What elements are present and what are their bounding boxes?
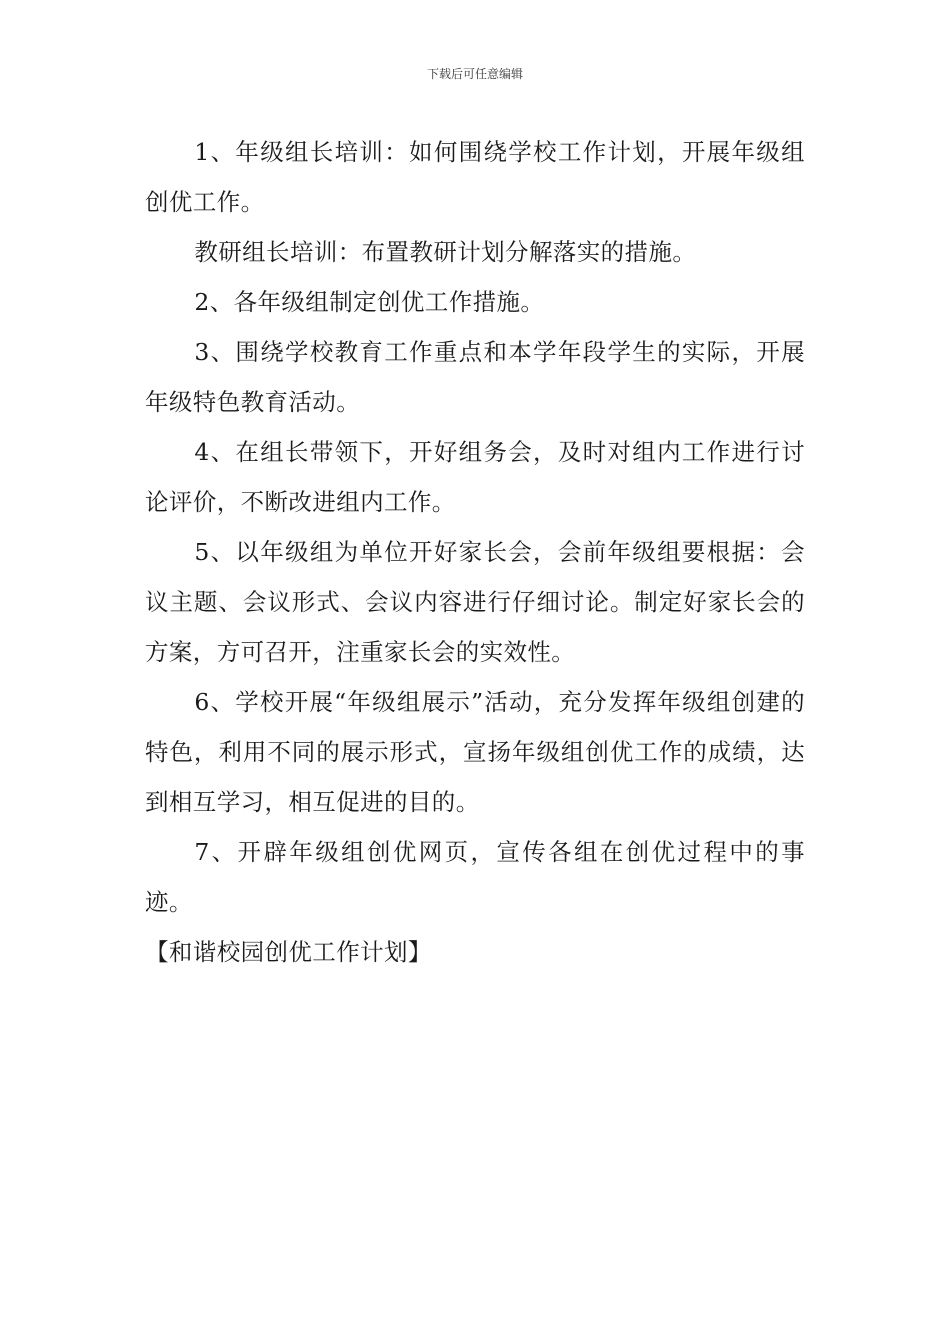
paragraph-8: 7、开辟年级组创优网页，宣传各组在创优过程中的事迹。 bbox=[145, 838, 805, 916]
section-heading: 【和谐校园创优工作计划】 bbox=[145, 938, 432, 966]
paragraph-4: 3、围绕学校教育工作重点和本学年段学生的实际，开展年级特色教育活动。 bbox=[145, 338, 805, 416]
paragraph-2: 教研组长培训：布置教研计划分解落实的措施。 bbox=[194, 238, 697, 266]
paragraph-1: 1、年级组长培训：如何围绕学校工作计划，开展年级组创优工作。 bbox=[145, 138, 805, 216]
paragraph-5: 4、在组长带领下，开好组务会，及时对组内工作进行讨论评价，不断改进组内工作。 bbox=[145, 438, 805, 516]
paragraph-3: 2、各年级组制定创优工作措施。 bbox=[194, 288, 545, 316]
paragraph-7: 6、学校开展“年级组展示”活动，充分发挥年级组创建的特色，利用不同的展示形式，宣扬年级组创优工作的成绩，达到相互学习，相互促进的目的。 bbox=[145, 688, 805, 816]
document-body bbox=[145, 127, 805, 977]
paragraph-6: 5、以年级组为单位开好家长会，会前年级组要根据：会议主题、会议形式、会议内容进行仔细讨论。制定好家长会的方案，方可召开，注重家长会的实效性。 bbox=[145, 538, 805, 666]
header-note: 下载后可任意编辑 bbox=[426, 67, 523, 81]
